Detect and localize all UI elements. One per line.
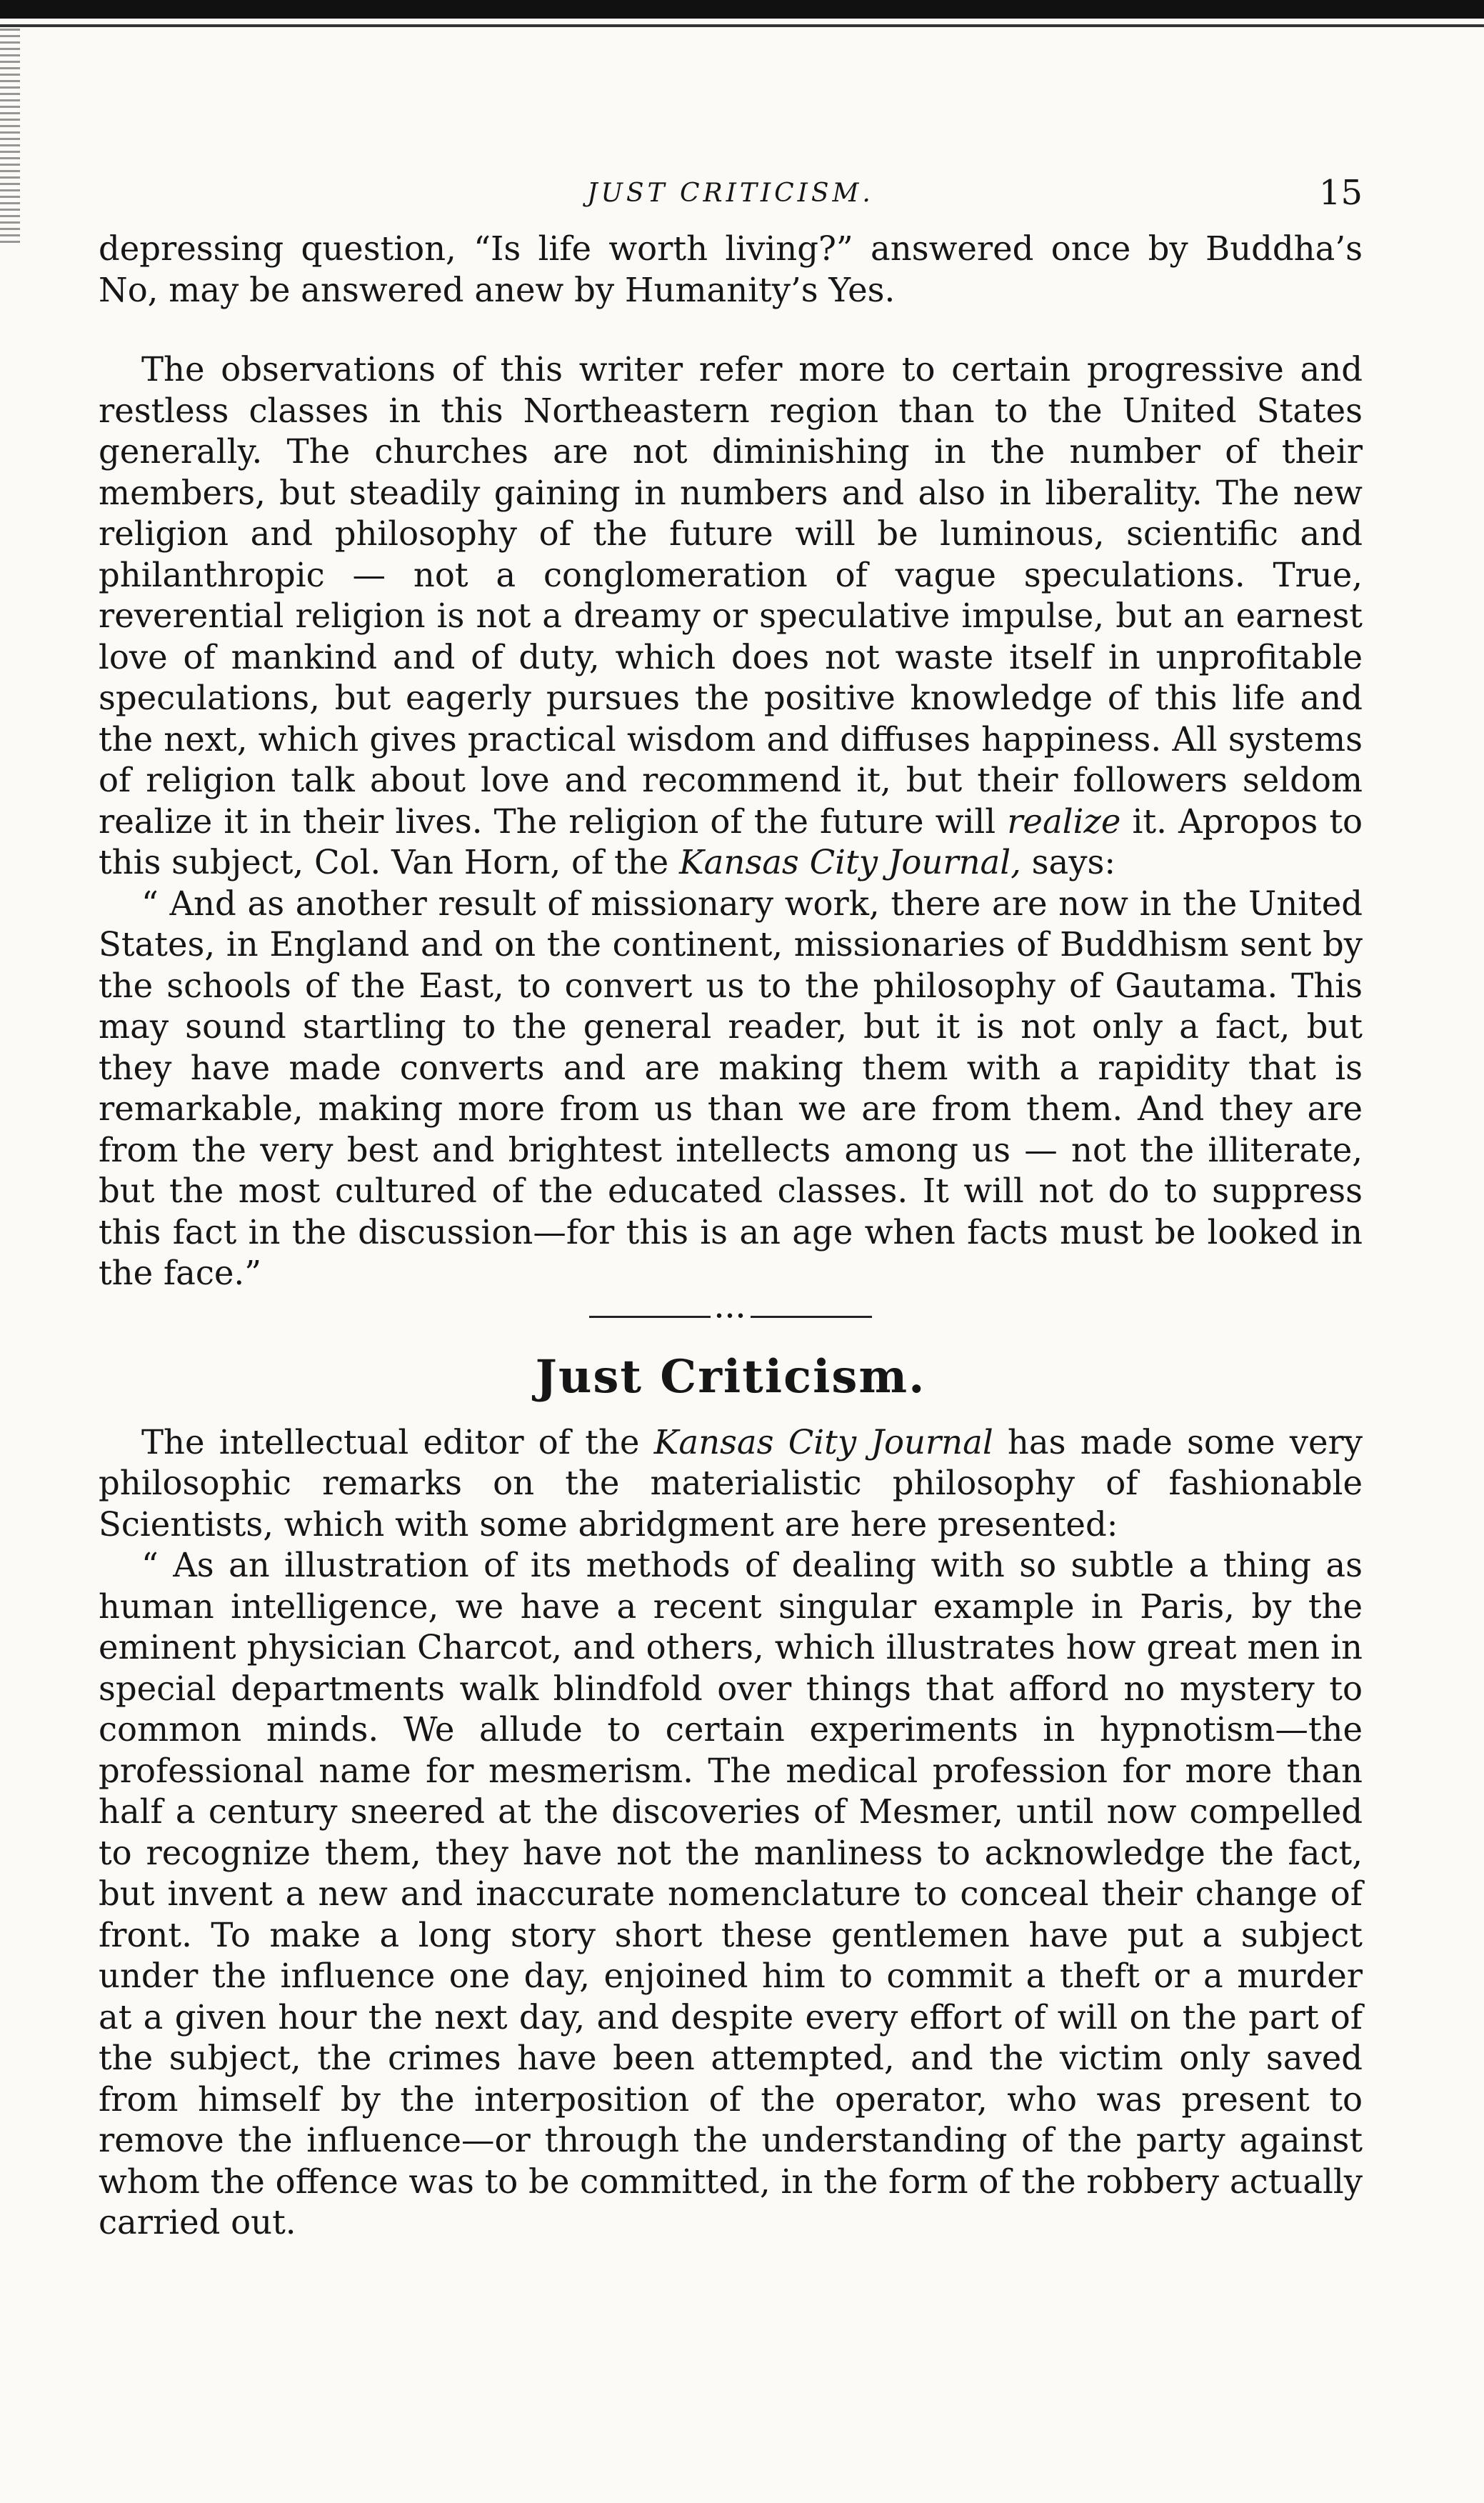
text-run: The intellectual editor of the	[141, 1422, 654, 1462]
running-title: JUST CRITICISM.	[587, 179, 874, 208]
paragraph-editor	[99, 1422, 1363, 1546]
ornament-rule-left	[589, 1316, 711, 1318]
quotation-van-horn: “ And as another result of missionary work, there are now in the United States, in England and on the continent, missionaries of Buddhism sent by the schools of the East, to convert us to the philosophy of Gautama. This may sound startling to the general reader, but it is not only a fact, but they have made converts and are making them with a rapidity that is remarkable, making more from us than we are from them. And they are from the very best and brightest intellects among us — not the illiterate, but the most cultured of the educated classes. It will not do to suppress this fact in the discussion—for this is an age when facts must be looked in the face.”	[99, 884, 1363, 1292]
running-head	[99, 173, 1363, 229]
section-ornament	[99, 1303, 1363, 1332]
journal-name: Kansas City Journal,	[678, 843, 1021, 881]
paragraph-continued: depressing question, “Is life worth living?” answered once by Buddha’s No, may be answered anew by Humanity’s Yes.	[99, 229, 1363, 309]
section-title: Just Criticism.	[535, 1349, 926, 1404]
text-run: says:	[1021, 843, 1116, 881]
emphasis-realize: realize	[1007, 801, 1121, 841]
ornament-dots: •••	[714, 1308, 747, 1326]
journal-name: Kansas City Journal	[653, 1422, 993, 1462]
text-run: has made some very philosophic remarks on the materialistic philosophy of fashionable Scientists, which with some abridgment are here presented:	[99, 1422, 1363, 1544]
page-body	[99, 173, 1363, 2244]
quotation-charcot: “ As an illustration of its methods of dealing with so subtle a thing as human intelligence, we have a recent singular example in Paris, by the eminent physician Charcot, and others, which illustrates how great men in special departments walk blindfold over things that afford no mystery to common minds. We allude to certain experiments in hypnotism—the professional name for mesmerism. The medical profession for more than half a century sneered at the discoveries of Mesmer, until now compelled to recognize them, they have not the manliness to acknowledge the fact, but invent a new and inaccurate nomenclature to conceal their change of front. To make a long story short these gentlemen have put a subject under the influence one day, enjoined him to commit a theft or a murder at a given hour the next day, and despite every effort of will on the part of the subject, the crimes have been attempted, and the victim only saved from himself by the interposition of the operator, who was present to remove the influence—or through the understanding of the party against whom the offence was to be committed, in the form of the robbery actually carried out.	[99, 1546, 1363, 2242]
page-number: 15	[1318, 173, 1363, 213]
paragraph-observations	[99, 349, 1363, 884]
paragraph-gap	[99, 311, 1363, 349]
top-border-rule	[0, 0, 1484, 19]
text-run: The observations of this writer refer more to certain progressive and restless classes in this Northeastern region than to the United States generally. The churches are not diminishing in the number of their members, but steadily gaining in numbers and also in liberality. The new religion and philosophy of the future will be luminous, scientific and philanthropic — not a conglomeration of vague speculations. True, reverential religion is not a dreamy or speculative impulse, but an earnest love of mankind and of duty, which does not waste itself in unprofitable speculations, but eagerly pursues the positive knowledge of this life and the next, which gives practical wisdom and diffuses happiness. All systems of religion talk about love and recommend it, but their followers seldom realize it in their lives. The religion of the future will	[99, 350, 1363, 841]
ornament-rule-right	[751, 1316, 872, 1318]
text-run: it. Apropos to this subject, Col. Van Horn, of the	[99, 801, 1363, 881]
top-border-rule-thin	[0, 24, 1484, 27]
binding-edge-marks	[0, 29, 20, 243]
